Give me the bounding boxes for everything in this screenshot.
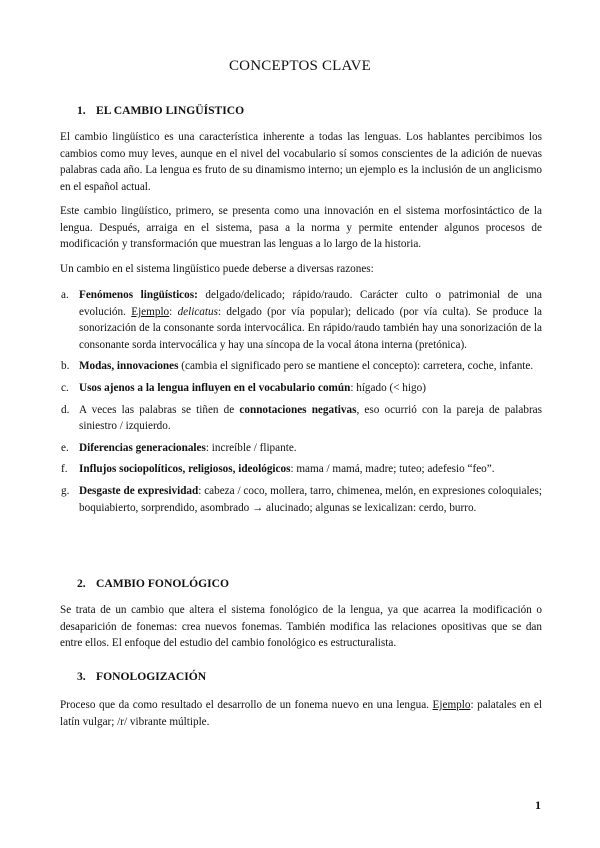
section-1-paragraph-2: Este cambio lingüístico, primero, se presenta como una innovación en el sistema morfosintáctico de la lengua. Después, arraiga en el sistema, pasa a la norma y permite entender algunos procesos de modificación y transformación que muestran las lenguas a lo largo de la historia.: [60, 205, 542, 251]
section-3-number: 3.: [77, 670, 86, 683]
section-2-title: CAMBIO FONOLÓGICO: [96, 577, 230, 590]
item-text: : mama / mamá, madre; tuteo; adefesio “feo”.: [290, 463, 495, 476]
list-marker: f.: [61, 463, 68, 476]
item-text: : delgado (por vía popular); delicado (por vía culta). Se produce la sonorización de la consonante sorda intervocálica. En rápido/raudo también hay una sonorización de la consonante sorda intervocálica y hay una síncopa de la vocal átona interna (pretónica).: [79, 305, 542, 351]
list-marker: b.: [61, 360, 70, 373]
list-item: [60, 380, 542, 397]
section-1-heading: [77, 103, 244, 120]
item-text: : cabeza / coco, mollera, tarro, chimenea, melón, en expresiones coloquiales; boquiabierto, sorprendido, asombrado → alucinado; algunas se lexicalizan: cerdo, burro.: [79, 484, 542, 514]
item-term: connotaciones negativas: [239, 403, 357, 416]
item-text: (cambia el significado pero se mantiene el concepto): carretera, coche, infante.: [178, 360, 534, 373]
list-item: [60, 402, 542, 435]
list-item: [60, 287, 542, 353]
list-item: [60, 440, 542, 457]
item-term: Desgaste de expresividad: [79, 484, 199, 497]
section-2-heading: [77, 576, 229, 593]
item-text: : increíble / flipante.: [205, 441, 297, 454]
item-text: A veces las palabras se tiñen de: [79, 403, 240, 416]
item-text: delgado/delicado; rápido/raudo. Carácter culto o patrimonial de una evolución.: [79, 289, 542, 318]
paragraph-text: : palatales en el latín vulgar; /r/ vibrante múltiple.: [60, 699, 542, 728]
latin-word: delicatus: [177, 305, 218, 318]
section-2-paragraph-1: Se trata de un cambio que altera el sistema fonológico de la lengua, ya que acarrea la modificación o desaparición de fonemas: crea nuevos fonemas. También modifica las relaciones opositivas que se dan entre ellos. El enfoque del estudio del cambio fonológico es estructuralista.: [60, 604, 542, 650]
item-term: Modas, innovaciones: [79, 360, 179, 373]
list-marker: a.: [61, 289, 69, 301]
reasons-list: [60, 287, 542, 521]
item-term: Diferencias generacionales: [79, 441, 206, 454]
section-1-title: EL CAMBIO LINGÜÍSTICO: [96, 104, 245, 117]
item-term: Influjos sociopolíticos, religiosos, ideológicos: [79, 463, 291, 476]
list-marker: d.: [61, 403, 70, 416]
page-title: CONCEPTOS CLAVE: [228, 58, 372, 74]
paragraph-text: Proceso que da como resultado el desarrollo de un fonema nuevo en una lengua.: [60, 699, 433, 711]
list-item: [60, 461, 542, 478]
section-1-paragraph-3: Un cambio en el sistema lingüístico puede deberse a diversas razones:: [60, 263, 374, 275]
list-item: [60, 483, 542, 516]
page-number: 1: [535, 798, 541, 812]
ejemplo-label: Ejemplo: [432, 699, 471, 711]
section-1-number: 1.: [77, 104, 86, 117]
item-text: , eso ocurrió con la pareja de palabras siniestro / izquierdo.: [79, 403, 542, 433]
section-1-paragraph-1: El cambio lingüístico es una característica inherente a todas las lenguas. Los hablantes percibimos los cambios como muy leves, aunque en el nivel del vocabulario sí somos conscientes de la adición de nuevas palabras cada año. La lengua es fruto de su dinamismo interno; un ejemplo es la inclusión de un anglicismo en el español actual.: [60, 131, 542, 193]
section-3-title: FONOLOGIZACIÓN: [96, 670, 207, 683]
list-marker: c.: [61, 381, 69, 394]
section-3-paragraph-1: [60, 697, 542, 730]
section-3-heading: [77, 669, 206, 686]
list-marker: g.: [61, 484, 70, 497]
ejemplo-label: Ejemplo: [131, 305, 170, 318]
item-text: : hígado (< higo): [350, 381, 426, 394]
item-text: :: [169, 305, 178, 318]
list-marker: e.: [61, 441, 69, 454]
item-term: Fenómenos lingüísticos:: [79, 289, 198, 301]
list-item: [60, 358, 542, 375]
section-2-number: 2.: [77, 577, 86, 590]
item-term: Usos ajenos a la lengua influyen en el vocabulario común: [79, 381, 351, 394]
